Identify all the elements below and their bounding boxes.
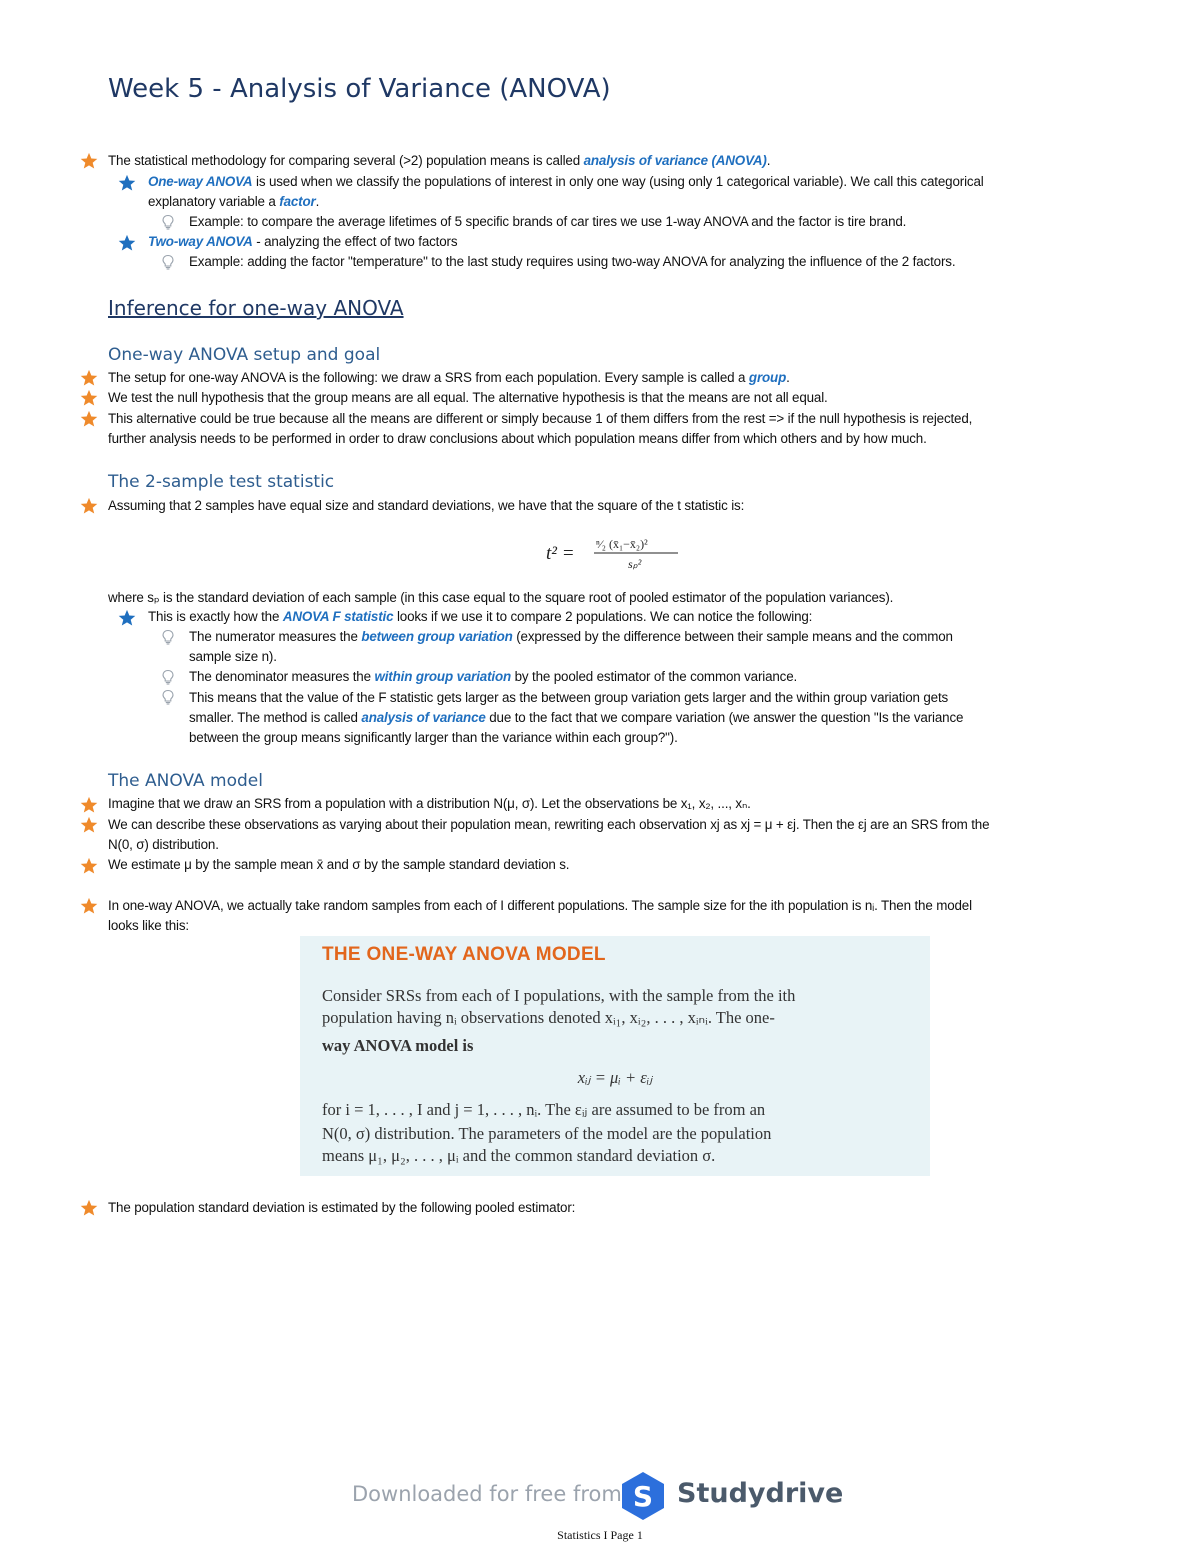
denominator-note xyxy=(189,667,797,687)
studydrive-brand: Studydrive xyxy=(677,1478,844,1509)
subheading-two-sample: The 2-sample test statistic xyxy=(108,472,335,492)
text: . xyxy=(766,153,771,168)
example-1: Example: to compare the average lifetimes of 5 specific brands of car tires we use 1-way ANOVA and the factor is tire brand. xyxy=(189,214,907,229)
term-between-group: between group variation xyxy=(361,629,513,644)
where-sp-line: where sₚ is the standard deviation of each sample (in this case equal to the square root of pooled estimator of the population variances). xyxy=(108,590,894,605)
example-2: Example: adding the factor "temperature" to the last study requires using two-way ANOVA for analyzing the influence of the 2 factors. xyxy=(189,254,956,269)
term-factor: factor xyxy=(279,194,316,209)
text: This means that the value of the F statistic gets larger as the between group variation gets larger and the within group variation gets xyxy=(189,690,949,705)
formula-lhs: t² = xyxy=(546,543,575,564)
lightbulb-icon xyxy=(161,669,175,685)
figure-line: means μ₁, μ₂, . . . , μᵢ and the common standard deviation σ. xyxy=(322,1146,716,1165)
text: . xyxy=(315,194,320,209)
subheading-anova-model: The ANOVA model xyxy=(108,771,263,791)
text: . xyxy=(786,370,790,385)
subheading-setup: One-way ANOVA setup and goal xyxy=(108,345,381,365)
f-statistic-note xyxy=(189,688,963,748)
text: This alternative could be true because all the means are different or simply because 1 of them differs from the rest => if the null hypothesis is rejected, xyxy=(108,411,973,426)
model-line-5 xyxy=(108,896,972,936)
formula-numerator: ⁿ⁄₂ (x̄₁−x̄₂)² xyxy=(596,537,648,551)
lightbulb-icon xyxy=(161,629,175,645)
downloaded-text: Downloaded for free from xyxy=(352,1482,622,1506)
t-squared-formula xyxy=(546,530,696,578)
setup-line-2: We test the null hypothesis that the group means are all equal. The alternative hypothesis is that the means are not all equal. xyxy=(108,390,828,405)
text: The numerator measures the xyxy=(189,629,362,644)
formula-denominator: sₚ² xyxy=(628,557,642,571)
studydrive-logo-icon xyxy=(617,1470,669,1522)
term-group: group xyxy=(748,370,787,385)
text: smaller. The method is called xyxy=(189,710,362,725)
text: This is exactly how the xyxy=(148,609,283,624)
lightbulb-icon xyxy=(161,689,175,705)
download-banner[interactable] xyxy=(352,1470,872,1520)
text: N(0, σ) distribution. xyxy=(108,837,219,852)
lightbulb-icon xyxy=(161,254,175,270)
text: by the pooled estimator of the common variance. xyxy=(511,669,798,684)
text: is used when we classify the populations of interest in only one way (using only 1 categorical variable). We call this categorical xyxy=(252,174,984,189)
figure-line: for i = 1, . . . , I and j = 1, . . . , nᵢ. The εᵢⱼ are assumed to be from an xyxy=(322,1100,766,1119)
text: The denominator measures the xyxy=(189,669,375,684)
setup-line-3 xyxy=(108,409,972,449)
figure-line: way ANOVA model is xyxy=(322,1036,474,1055)
text: In one-way ANOVA, we actually take random samples from each of I different populations. The sample size for the ith population is nᵢ. Then the model xyxy=(108,898,972,913)
section-heading-inference: Inference for one-way ANOVA xyxy=(108,296,404,320)
model-line-7: The population standard deviation is estimated by the following pooled estimator: xyxy=(108,1200,576,1215)
page-number: Statistics I Page 1 xyxy=(557,1528,643,1542)
text: sample size n). xyxy=(189,649,277,664)
text: due to the fact that we compare variation (we answer the question "Is the variance xyxy=(485,710,964,725)
term-within-group: within group variation xyxy=(374,669,512,684)
term-two-way-anova: Two-way ANOVA xyxy=(148,234,253,249)
anova-model-figure xyxy=(300,936,930,1176)
orange-star-icon xyxy=(80,816,98,834)
term-anova: analysis of variance (ANOVA) xyxy=(583,153,767,168)
term-anova-f-statistic: ANOVA F statistic xyxy=(282,609,394,624)
text: (expressed by the difference between their sample means and the common xyxy=(512,629,953,644)
blue-star-icon xyxy=(118,174,136,192)
text: explanatory variable a xyxy=(148,194,280,209)
orange-star-icon xyxy=(80,152,98,170)
orange-star-icon xyxy=(80,410,98,428)
orange-star-icon xyxy=(80,497,98,515)
orange-star-icon xyxy=(80,796,98,814)
text: The setup for one-way ANOVA is the following: we draw a SRS from each population. Every sample is called a xyxy=(108,370,749,385)
text: looks like this: xyxy=(108,918,189,933)
blue-star-icon xyxy=(118,234,136,252)
text: The statistical methodology for comparing several (>2) population means is called xyxy=(108,153,584,168)
text: looks if we use it to compare 2 populations. We can notice the following: xyxy=(393,609,813,624)
orange-star-icon xyxy=(80,857,98,875)
orange-star-icon xyxy=(80,369,98,387)
figure-line: population having nᵢ observations denoted xᵢ₁, xᵢ₂, . . . , xᵢₙᵢ. The one- xyxy=(322,1008,775,1027)
text: We can describe these observations as varying about their population mean, rewriting each observation xj as xj = μ + εj. Then the εj are an SRS from the xyxy=(108,817,990,832)
blue-star-icon xyxy=(118,609,136,627)
orange-star-icon xyxy=(80,897,98,915)
text: between the group means significantly larger than the variance within each group?"). xyxy=(189,730,678,745)
figure-heading: THE ONE-WAY ANOVA MODEL xyxy=(322,944,606,965)
setup-line-1 xyxy=(108,368,790,388)
term-analysis-of-variance: analysis of variance xyxy=(361,710,486,725)
svg-text:S: S xyxy=(632,1480,654,1513)
text: further analysis needs to be performed in order to draw conclusions about which population means differ from which others and by how much. xyxy=(108,431,927,446)
figure-equation: xᵢⱼ = μᵢ + εᵢⱼ xyxy=(577,1068,653,1087)
anova-f-line xyxy=(148,607,812,627)
figure-line: N(0, σ) distribution. The parameters of the model are the population xyxy=(322,1124,772,1143)
term-one-way-anova: One-way ANOVA xyxy=(148,174,253,189)
oneway-paragraph xyxy=(148,172,984,212)
figure-line: Consider SRSs from each of I populations, with the sample from the ith xyxy=(322,986,796,1005)
model-line-1: Imagine that we draw an SRS from a population with a distribution N(μ, σ). Let the observations be x₁, x₂, ..., xₙ. xyxy=(108,796,751,811)
lightbulb-icon xyxy=(161,214,175,230)
text: - analyzing the effect of two factors xyxy=(252,234,458,249)
intro-paragraph xyxy=(108,151,770,171)
twoway-paragraph xyxy=(148,232,457,252)
numerator-note xyxy=(189,627,953,667)
model-line-2 xyxy=(108,815,989,855)
orange-star-icon xyxy=(80,389,98,407)
model-line-4: We estimate μ by the sample mean x̄ and σ by the sample standard deviation s. xyxy=(108,857,570,872)
two-sample-line-1: Assuming that 2 samples have equal size and standard deviations, we have that the square of the t statistic is: xyxy=(108,498,745,513)
page-title: Week 5 - Analysis of Variance (ANOVA) xyxy=(108,74,611,104)
orange-star-icon xyxy=(80,1199,98,1217)
